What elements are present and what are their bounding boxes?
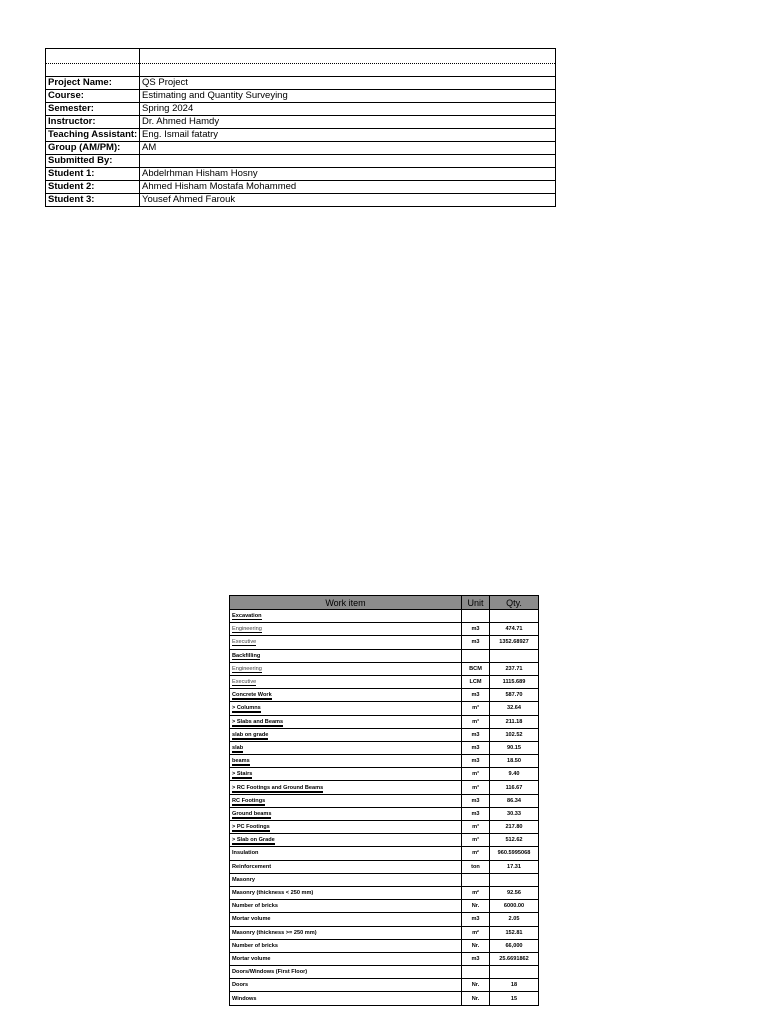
work-item-cell [230,821,462,834]
work-item-label: Engineering [232,626,262,633]
qty-cell: 1352.68927 [490,636,539,649]
work-row [230,728,539,741]
work-item-label: beams [232,758,250,765]
work-item-cell [230,728,462,741]
qty-cell: 474.71 [490,623,539,636]
info-value [140,155,556,168]
work-item-cell [230,847,462,860]
work-item-cell [230,834,462,847]
work-row [230,623,539,636]
work-row [230,873,539,886]
unit-cell: m3 [462,755,490,768]
project-info-table [45,48,556,207]
work-item-label: RC Footings [232,797,266,804]
info-label: Student 1: [46,168,140,181]
unit-cell: m3 [462,952,490,965]
work-item-cell [230,873,462,886]
info-value: Dr. Ahmed Hamdy [140,116,556,129]
work-item-cell [230,715,462,728]
info-row [46,129,556,142]
info-value: AM [140,142,556,155]
unit-cell: m³ [462,834,490,847]
unit-cell: m³ [462,821,490,834]
work-item-cell [230,636,462,649]
info-value: Ahmed Hisham Mostafa Mohammed [140,181,556,194]
qty-cell: 18.50 [490,755,539,768]
qty-cell: 90.15 [490,741,539,754]
qty-cell: 211.18 [490,715,539,728]
info-blank-row [46,64,556,77]
unit-cell: Nr. [462,992,490,1005]
work-item-label: Masonry (thickness < 250 mm) [232,890,314,897]
work-item-label: Number of bricks [232,942,279,949]
work-item-label: slab [232,744,244,751]
work-item-cell [230,913,462,926]
work-header-row [230,596,539,610]
unit-cell: m³ [462,781,490,794]
unit-cell [462,873,490,886]
info-label: Submitted By: [46,155,140,168]
info-label: Course: [46,90,140,103]
info-label: Group (AM/PM): [46,142,140,155]
info-value: QS Project [140,77,556,90]
work-row [230,636,539,649]
unit-cell: m3 [462,689,490,702]
qty-cell: 86.34 [490,794,539,807]
unit-header: Unit [462,596,490,610]
unit-cell: m3 [462,728,490,741]
unit-cell: m³ [462,768,490,781]
unit-cell: BCM [462,662,490,675]
qty-cell: 25.6691862 [490,952,539,965]
qty-header: Qty. [490,596,539,610]
work-row [230,900,539,913]
unit-cell: m3 [462,807,490,820]
work-item-cell [230,702,462,715]
unit-cell [462,610,490,623]
qty-cell: 102.52 [490,728,539,741]
work-item-header: Work item [230,596,462,610]
qty-cell: 92.56 [490,886,539,899]
qty-cell: 66,000 [490,939,539,952]
work-row [230,834,539,847]
info-value: Abdelrhman Hisham Hosny [140,168,556,181]
info-row [46,77,556,90]
info-cell [46,49,140,64]
qty-cell: 17.31 [490,860,539,873]
qty-cell: 960.5995068 [490,847,539,860]
info-label: Teaching Assistant: [46,129,140,142]
work-item-label: > Stairs [232,771,253,778]
work-item-label: Masonry (thickness >= 250 mm) [232,929,317,936]
qty-cell: 6000.00 [490,900,539,913]
unit-cell: m3 [462,623,490,636]
unit-cell: m3 [462,794,490,807]
qty-cell: 2.05 [490,913,539,926]
work-row [230,741,539,754]
work-item-label: Mortar volume [232,916,271,923]
work-row [230,847,539,860]
work-row [230,702,539,715]
work-row [230,807,539,820]
info-value: Spring 2024 [140,103,556,116]
work-item-label: Engineering [232,665,262,672]
unit-cell: m3 [462,913,490,926]
work-row [230,662,539,675]
info-row [46,90,556,103]
work-row [230,860,539,873]
work-item-cell [230,886,462,899]
unit-cell: Nr. [462,900,490,913]
work-items-body [230,610,539,1006]
work-item-label: Number of bricks [232,903,279,910]
unit-cell: m3 [462,741,490,754]
work-item-label: Mortar volume [232,955,271,962]
work-item-cell [230,860,462,873]
work-item-label: Executive [232,679,257,686]
work-row [230,715,539,728]
info-row [46,194,556,207]
qty-cell: 237.71 [490,662,539,675]
qty-cell [490,966,539,979]
work-row [230,649,539,662]
qty-cell: 512.62 [490,834,539,847]
work-row [230,966,539,979]
work-row [230,979,539,992]
qty-cell: 1115.689 [490,675,539,688]
info-cell [140,64,556,77]
work-row [230,821,539,834]
work-item-label: > RC Footings and Ground Beams [232,784,324,791]
work-row [230,952,539,965]
work-item-cell [230,979,462,992]
work-item-label: Masonry [232,876,256,883]
qty-cell: 152.81 [490,926,539,939]
info-value: Eng. Ismail fatatry [140,129,556,142]
work-row [230,610,539,623]
work-item-cell [230,939,462,952]
work-item-label: > PC Footings [232,824,270,831]
work-row [230,886,539,899]
work-item-cell [230,807,462,820]
unit-cell: m3 [462,636,490,649]
info-value: Yousef Ahmed Farouk [140,194,556,207]
work-item-label: Ground beams [232,810,272,817]
info-row [46,181,556,194]
work-item-cell [230,768,462,781]
unit-cell: ton [462,860,490,873]
unit-cell: m³ [462,702,490,715]
unit-cell: m² [462,886,490,899]
unit-cell: Nr. [462,979,490,992]
unit-cell [462,966,490,979]
qty-cell: 18 [490,979,539,992]
work-row [230,768,539,781]
work-item-label: Reinforcement [232,863,272,870]
qty-cell [490,649,539,662]
work-item-label: slab on grade [232,731,269,738]
work-item-label: > Slab on Grade [232,837,275,844]
info-row [46,116,556,129]
project-info-body [46,49,556,207]
unit-cell [462,649,490,662]
work-item-label: > Slabs and Beams [232,718,284,725]
unit-cell: m² [462,847,490,860]
work-item-label: Concrete Work [232,692,272,699]
work-row [230,992,539,1005]
work-item-label: Insulation [232,850,259,857]
info-label: Semester: [46,103,140,116]
work-item-cell [230,610,462,623]
qty-cell: 30.33 [490,807,539,820]
work-item-label: Executive [232,639,257,646]
qty-cell [490,610,539,623]
work-item-label: Windows [232,995,257,1002]
qty-cell: 587.70 [490,689,539,702]
work-item-cell [230,926,462,939]
work-row [230,926,539,939]
unit-cell: Nr. [462,939,490,952]
qty-cell: 15 [490,992,539,1005]
work-item-label: > Columns [232,705,261,712]
work-item-cell [230,755,462,768]
info-label: Instructor: [46,116,140,129]
info-value: Estimating and Quantity Surveying [140,90,556,103]
work-item-cell [230,952,462,965]
info-row [46,155,556,168]
work-item-label: Doors [232,982,249,989]
work-item-label: Excavation [232,613,262,620]
info-label: Project Name: [46,77,140,90]
work-row [230,913,539,926]
work-row [230,781,539,794]
qty-cell: 217.80 [490,821,539,834]
work-row [230,794,539,807]
work-item-cell [230,992,462,1005]
qty-cell [490,873,539,886]
qty-cell: 32.64 [490,702,539,715]
work-item-label: Backfilling [232,652,261,659]
info-row [46,142,556,155]
work-item-cell [230,900,462,913]
qty-cell: 9.40 [490,768,539,781]
info-row [46,168,556,181]
info-blank-row [46,49,556,64]
info-row [46,103,556,116]
work-item-cell [230,966,462,979]
work-item-label: Doors/Windows (First Floor) [232,969,308,976]
info-cell [140,49,556,64]
work-row [230,675,539,688]
qty-cell: 116.67 [490,781,539,794]
work-items-table [229,595,539,1006]
work-item-cell [230,781,462,794]
unit-cell: LCM [462,675,490,688]
work-item-cell [230,675,462,688]
unit-cell: m³ [462,715,490,728]
work-item-cell [230,741,462,754]
work-row [230,939,539,952]
work-item-cell [230,623,462,636]
info-cell [46,64,140,77]
info-label: Student 2: [46,181,140,194]
work-item-cell [230,689,462,702]
work-row [230,689,539,702]
work-item-cell [230,794,462,807]
work-item-cell [230,662,462,675]
unit-cell: m² [462,926,490,939]
info-label: Student 3: [46,194,140,207]
work-row [230,755,539,768]
work-item-cell [230,649,462,662]
